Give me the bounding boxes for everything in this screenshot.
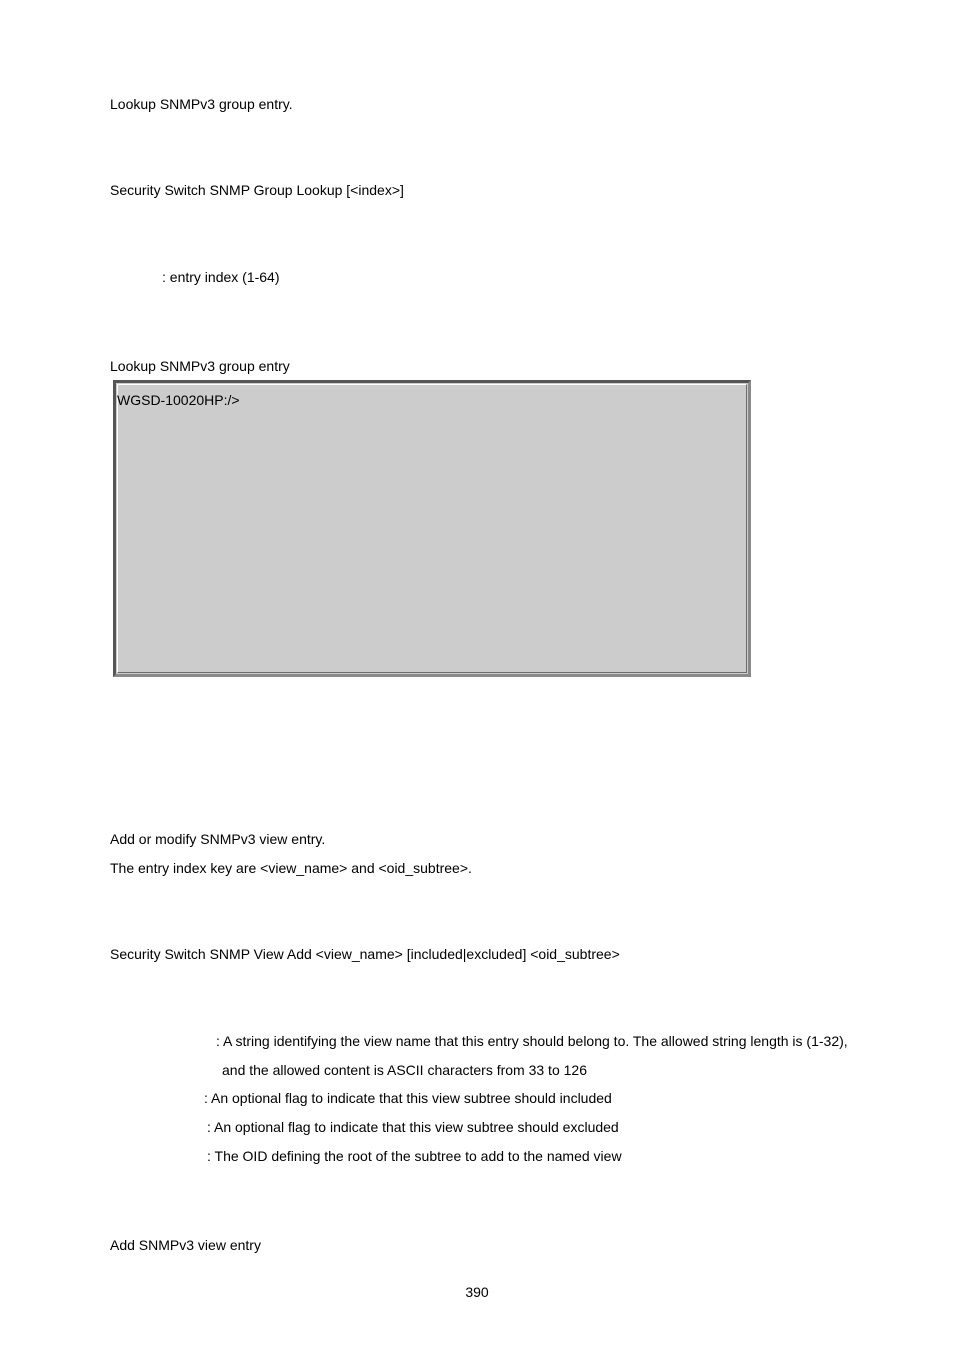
- view-add-param-excluded: : An optional flag to indicate that this view subtree should excluded: [207, 1119, 619, 1135]
- view-add-example-caption: Add SNMPv3 view entry: [110, 1237, 261, 1253]
- group-lookup-example-caption: Lookup SNMPv3 group entry: [110, 358, 290, 374]
- view-add-syntax: Security Switch SNMP View Add <view_name> [included|excluded] <oid_subtree>: [110, 946, 620, 962]
- view-add-param-view-name-1: : A string identifying the view name that this entry should belong to. The allowed string length is (1-32),: [216, 1033, 848, 1049]
- group-lookup-syntax: Security Switch SNMP Group Lookup [<index>]: [110, 182, 404, 198]
- view-add-description-2: The entry index key are <view_name> and <oid_subtree>.: [110, 860, 472, 876]
- group-lookup-param-index: : entry index (1-64): [162, 269, 280, 285]
- group-lookup-description: Lookup SNMPv3 group entry.: [110, 96, 293, 112]
- terminal-example-box: [113, 380, 751, 677]
- terminal-prompt: WGSD-10020HP:/>: [117, 392, 240, 408]
- view-add-description-1: Add or modify SNMPv3 view entry.: [110, 831, 326, 847]
- view-add-param-included: : An optional flag to indicate that this view subtree should included: [204, 1090, 612, 1106]
- terminal-inner-bevel: [117, 384, 747, 673]
- page-number: 390: [465, 1284, 489, 1300]
- view-add-param-oid-subtree: : The OID defining the root of the subtree to add to the named view: [207, 1148, 622, 1164]
- view-add-param-view-name-2: and the allowed content is ASCII characters from 33 to 126: [222, 1062, 587, 1078]
